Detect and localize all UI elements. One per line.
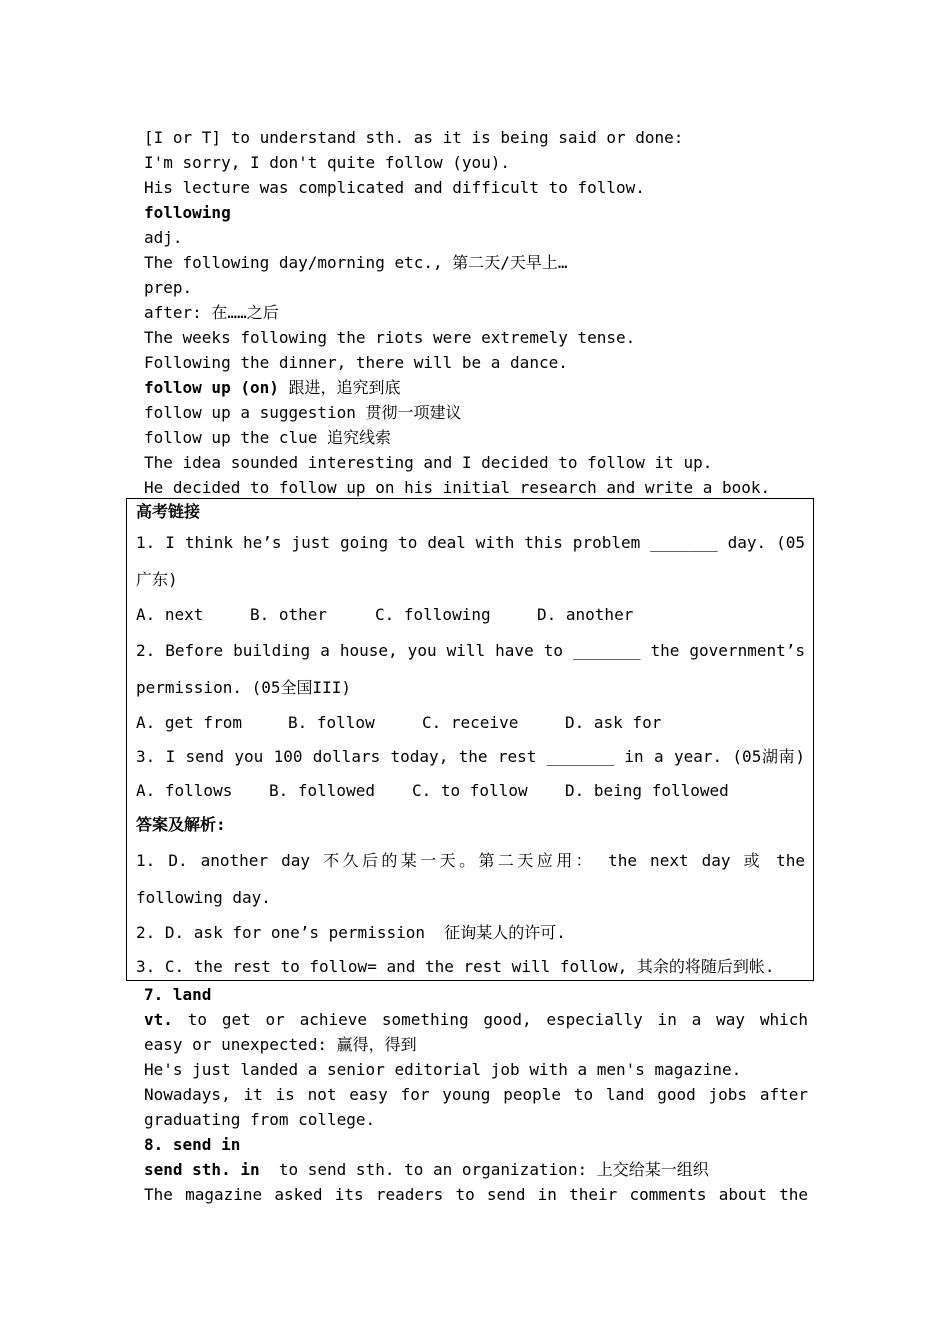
- example-sentence: His lecture was complicated and difficult to follow.: [144, 178, 645, 197]
- option: B. followed: [269, 781, 375, 800]
- definition-line: [144, 1157, 808, 1182]
- example-sentence: The idea sounded interesting and I decided to follow it up.: [144, 453, 713, 472]
- definition-line: The following day/morning etc., 第二天/天早上…: [144, 253, 568, 272]
- option: A. get from: [136, 713, 242, 732]
- answer-1-cont: following day.: [136, 888, 271, 907]
- example-sentence: The weeks following the riots were extremely tense.: [144, 328, 636, 347]
- option: B. other: [250, 605, 328, 624]
- example-phrase: follow up a suggestion 贯彻一项建议: [144, 403, 462, 422]
- option: D. ask for: [565, 713, 662, 732]
- question-1-options: [136, 598, 805, 632]
- example-sentence-cont: graduating from college.: [144, 1110, 376, 1129]
- definition-text: to send sth. to an organization: 上交给某一组织: [259, 1160, 709, 1179]
- answer-2: 2. D. ask for one’s permission 征询某人的许可.: [136, 923, 566, 942]
- part-of-speech: adj.: [144, 228, 183, 247]
- entry-heading-land: 7. land: [144, 985, 212, 1004]
- pos-label: vt.: [144, 1010, 173, 1029]
- question-1: 1. I think he’s just going to deal with this problem _______ day. (05: [136, 533, 805, 552]
- definition-text: to get or achieve something good, especially in a way which: [187, 1010, 808, 1029]
- definition-line: [I or T] to understand sth. as it is being said or done:: [144, 128, 684, 147]
- option: C. receive: [422, 713, 519, 732]
- definition-line: [144, 1007, 808, 1032]
- example-sentence: Nowadays, it is not easy for young people to land good jobs after: [144, 1085, 808, 1104]
- answer-title: 答案及解析:: [136, 815, 226, 834]
- answer-1: 1. D. another day 不久后的某一天。第二天应用： the next day 或 the: [136, 851, 805, 870]
- entry-heading-follow-up: [144, 375, 808, 400]
- definition-line-cont: easy or unexpected: 赢得，得到: [144, 1035, 417, 1054]
- entry-heading-following: following: [144, 203, 231, 222]
- option: D. being followed: [565, 781, 729, 800]
- option: B. follow: [288, 713, 375, 732]
- question-2-source: permission. (05全国III): [136, 678, 352, 697]
- answer-3: 3. C. the rest to follow= and the rest will follow, 其余的将随后到帐.: [136, 957, 775, 976]
- option: D. another: [537, 605, 634, 624]
- land-send-in-section: [144, 982, 808, 1207]
- box-title: 高考链接: [136, 502, 201, 521]
- example-sentence: The magazine asked its readers to send in their comments about the: [144, 1185, 808, 1204]
- option: A. next: [136, 605, 204, 624]
- question-2: 2. Before building a house, you will have to _______ the government’s: [136, 641, 805, 660]
- example-sentence: He's just landed a senior editorial job with a men's magazine.: [144, 1060, 742, 1079]
- phrase-label: follow up (on): [144, 378, 279, 397]
- example-phrase: follow up the clue 追究线索: [144, 428, 392, 447]
- example-sentence: He decided to follow up on his initial research and write a book.: [144, 478, 771, 497]
- exam-link-box: [126, 498, 814, 981]
- question-3: 3. I send you 100 dollars today, the rest _______ in a year. (05湖南): [136, 747, 805, 766]
- phrase-label: send sth. in: [144, 1160, 260, 1179]
- entry-heading-send-in: 8. send in: [144, 1135, 241, 1154]
- definition-line: after: 在……之后: [144, 303, 279, 322]
- option: C. to follow: [412, 781, 528, 800]
- phrase-meaning: 跟进，追究到底: [278, 378, 401, 397]
- example-sentence: I'm sorry, I don't quite follow (you).: [144, 153, 511, 172]
- example-sentence: Following the dinner, there will be a dance.: [144, 353, 568, 372]
- question-1-source: 广东): [136, 570, 178, 589]
- question-2-options: [136, 706, 805, 740]
- part-of-speech: prep.: [144, 278, 193, 297]
- question-3-options: [136, 774, 805, 808]
- follow-definition-section: [144, 125, 808, 500]
- option: A. follows: [136, 781, 233, 800]
- option: C. following: [375, 605, 491, 624]
